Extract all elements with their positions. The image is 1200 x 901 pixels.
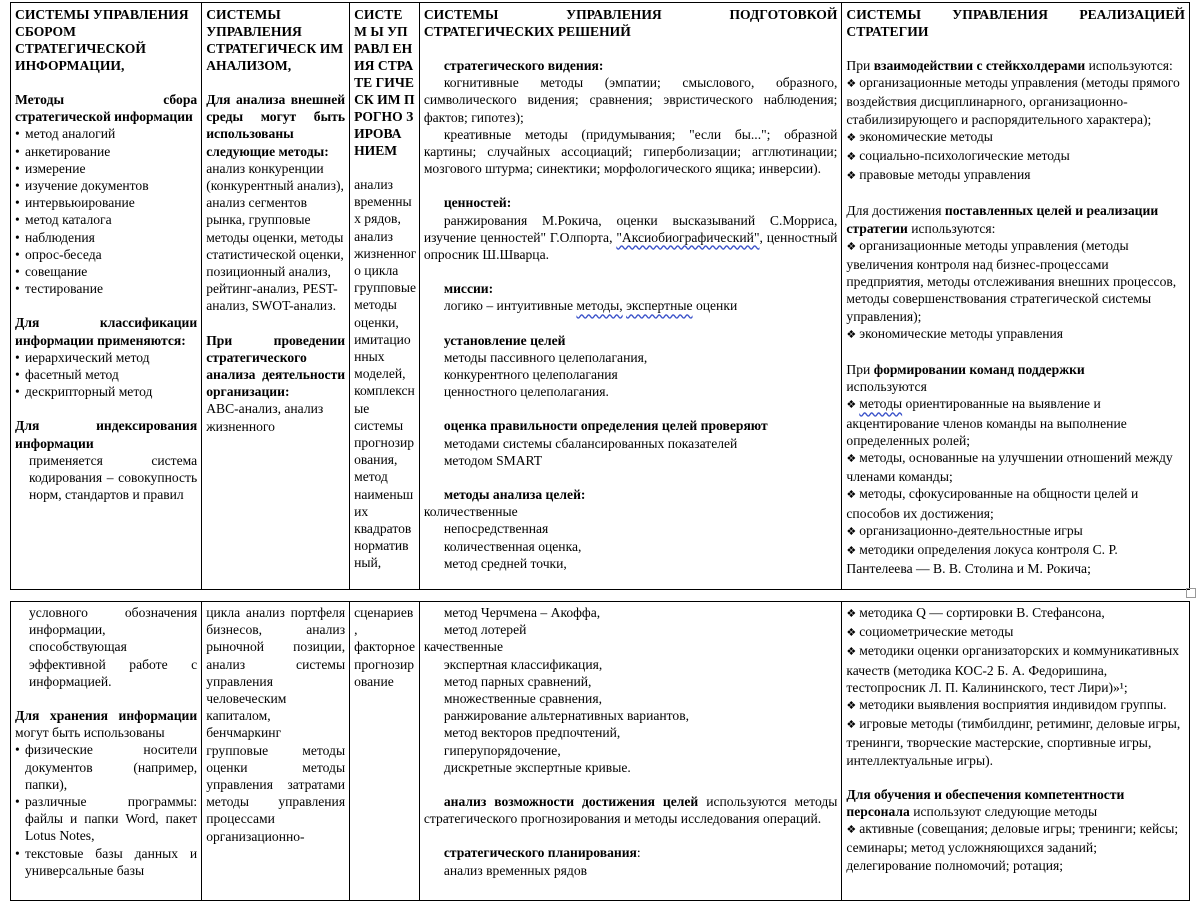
vision-creative: креативные методы (придумывания; "если бы..."; образной картины; случайных ассоциаций; гиперболизации; агглютинации; мозгового штурма; синектики; морфологического ящика; инверсии). [423, 126, 838, 177]
storage-tail: могут быть использованы [15, 725, 165, 741]
external-analysis-title: Для анализа внешней среды могут быть использованы следующие методы: [206, 92, 346, 159]
mission-wavy-1: методы, [576, 298, 623, 314]
list-item: ❖ методы ориентированные на выявление и акцентирование членов команды на выполнение определенных ролей; [846, 396, 1127, 448]
list-item: • метод каталога [15, 211, 197, 228]
cell-strategic-analysis [202, 3, 350, 590]
cell-strategic-analysis-cont [202, 602, 350, 901]
list-item: метод парных сравнений, [443, 673, 592, 689]
list-item: ❖ методы, сфокусированные на общности целей и способов их достижения; [846, 486, 1139, 521]
goals-assess-title: оценка правильности определения целей проверяют [443, 418, 768, 434]
list-item: • различные программы: файлы и папки Word, пакет Lotus Notes, [15, 793, 197, 845]
list-item: методы пассивного целеполагания, [443, 349, 648, 365]
cell-forecasting-cont [350, 602, 420, 901]
teams-tail: используются [846, 379, 927, 395]
header-forecasting: СИСТЕМ Ы УПРАВЛ ЕНИЯ СТРАТЕ ГИЧЕСК ИМ ПРОГНО ЗИРОВА НИЕМ [354, 7, 415, 158]
diamond-bullet-icon: ❖ [846, 608, 857, 620]
list-item: ❖ методики определения локуса контроля С. Р. Пантелеева — В. В. Столина и М. Рокича; [846, 542, 1118, 577]
list-item: методом SMART [443, 452, 543, 468]
indexing-text: применяется система кодирования – совокупность норм, стандартов и правил [29, 452, 198, 503]
cell-decision-prep-cont [419, 602, 842, 901]
diamond-bullet-icon: ❖ [846, 151, 857, 164]
diamond-bullet-icon: ❖ [846, 489, 857, 502]
list-item: • совещание [15, 263, 197, 280]
list-item: конкурентного целеполагания [443, 367, 618, 383]
list-item: ❖ экономические методы [846, 128, 993, 144]
goals-analysis-title: методы анализа целей: [443, 487, 586, 503]
collection-methods-title: Методы сбора стратегической информации [15, 92, 198, 125]
list-item: • анкетирование [15, 143, 197, 160]
planning-title: стратегического планирования [443, 845, 637, 861]
planning-title-line: стратегического планирования: [443, 845, 641, 861]
diamond-bullet-icon: ❖ [846, 824, 857, 837]
list-item: ❖ методики оценки организаторских и коммуникативных качеств (методика КОС-2 Б. А. Федоришина, тестопросник Л. П. Калининского, тест Лири)»¹; [846, 643, 1180, 695]
list-item: методами системы сбалансированных показателей [443, 435, 738, 451]
goals-achievement-intro [846, 202, 1185, 236]
diamond-bullet-icon: ❖ [846, 627, 857, 640]
mission-text [424, 297, 838, 314]
vision-title: стратегического видения: [443, 58, 604, 73]
indexing-text-cont: условного обозначения информации, способствующая эффективной работе с информацией. [29, 605, 198, 689]
values-title: ценностей: [443, 195, 512, 211]
cell-decision-prep [419, 3, 842, 590]
list-item: ❖ организационные методы управления (методы увеличения контроля над бизнес-процессами предприятия, методы отслеживания внешних процессов, методы совершенствования стратегической системы управления); [846, 237, 1177, 324]
teams-intro [846, 361, 1185, 395]
header-decision-prep: СИСТЕМЫ УПРАВЛЕНИЯ ПОДГОТОВКОЙ СТРАТЕГИЧЕСКИХ РЕШЕНИЙ [423, 7, 838, 39]
diamond-bullet-icon: ❖ [846, 545, 857, 558]
training-tail: используют следующие методы [913, 804, 1098, 820]
header-info-collection: СИСТЕМЫ УПРАВЛЕНИЯ СБОРОМ СТРАТЕГИЧЕСКОЙ ИНФОРМАЦИИ, [15, 7, 189, 73]
list-item: количественная оценка, [443, 538, 582, 554]
goals-tail: используются: [911, 220, 996, 236]
values-text-1: ранжирования М.Рокича, оценки высказываний С.Морриса, изучение ценностей" Г.Олпорта, [423, 212, 838, 245]
list-item: ❖ организационные методы управления (методы прямого воздействия дисциплинарного, организационно-стабилизирующего и распорядительного характера); [846, 75, 1180, 127]
forecasting-methods-text-cont: сценариев , факторное прогнозир ование [354, 605, 415, 689]
teams-lead: При [846, 362, 871, 378]
list-item: множественные сравнения, [443, 691, 602, 707]
quant-label: количественные [423, 504, 518, 520]
storage-intro [15, 707, 197, 741]
list-item: • текстовые базы данных и универсальные базы [15, 845, 197, 879]
diamond-bullet-icon: ❖ [846, 170, 857, 183]
stake-tail: используются: [1088, 58, 1173, 73]
feasibility-text: используются методы стратегического прогнозирования и методы исследования операций. [423, 794, 838, 827]
cell-strategy-implementation [842, 3, 1190, 590]
methods-table-part-1 [10, 2, 1190, 590]
list-item: метод средней точки, [443, 555, 567, 571]
table-anchor-handle[interactable] [1186, 588, 1196, 598]
training-intro [846, 786, 1185, 820]
diamond-bullet-icon: ❖ [846, 453, 857, 466]
list-item: ❖ организационно-деятельностные игры [846, 522, 1083, 538]
list-item: • фасетный метод [15, 366, 197, 383]
values-text [424, 212, 838, 264]
mission-text-2: оценки [695, 298, 738, 314]
internal-analysis-text: АВС-анализ, анализ жизненного [206, 401, 324, 434]
diamond-bullet-icon: ❖ [846, 525, 857, 538]
qual-label: качественные [423, 639, 503, 655]
list-item: экспертная классификация, [443, 656, 603, 672]
list-item: анализ временных рядов [443, 862, 588, 878]
classification-title: Для классификации информации применяются: [15, 315, 198, 348]
goals-lead: Для достижения [846, 203, 942, 219]
list-item: ❖ социально-психологические методы [846, 148, 1070, 164]
list-item: метод векторов предпочтений, [443, 725, 621, 741]
mission-title: миссии: [443, 281, 494, 297]
stakeholder-intro [846, 57, 1185, 74]
diamond-bullet-icon: ❖ [846, 700, 857, 713]
diamond-bullet-icon: ❖ [846, 131, 857, 144]
cell-info-collection [11, 3, 202, 590]
teams-title: формировании команд поддержки [873, 362, 1085, 378]
list-item: ❖ методика Q — сортировки В. Стефансона, [846, 605, 1105, 620]
collection-methods-list [15, 125, 197, 297]
stake-title: взаимодействии с стейкхолдерами [873, 58, 1086, 73]
list-item: • измерение [15, 160, 197, 177]
header-strategy-implementation: СИСТЕМЫ УПРАВЛЕНИЯ РЕАЛИЗАЦИЕЙ СТРАТЕГИИ [846, 7, 1185, 39]
list-item: • иерархический метод [15, 349, 197, 366]
list-item: • опрос-беседа [15, 246, 197, 263]
mission-text-1: логико – интуитивные [443, 298, 574, 314]
list-item: ценностного целеполагания. [443, 384, 609, 400]
diamond-bullet-icon: ❖ [846, 719, 857, 732]
diamond-bullet-icon: ❖ [846, 646, 857, 659]
stake-lead: При [846, 58, 871, 73]
list-item: ❖ экономические методы управления [846, 325, 1064, 341]
list-item: • изучение документов [15, 177, 197, 194]
values-wavy: "Аксиобиографический" [616, 229, 760, 245]
internal-analysis-title: При проведении стратегического анализа деятельности организации: [206, 332, 346, 400]
cell-strategy-implementation-cont [842, 602, 1190, 901]
internal-analysis-text-cont: цикла анализ портфеля бизнесов, анализ рыночной позиции, анализ системы управления человеческим капиталом, бенчмаркинг групповые методы оценки методы управления затратами методы управления процессами организационно- [206, 605, 346, 844]
list-item: • дескрипторный метод [15, 383, 197, 400]
list-item: ❖ активные (совещания; деловые игры; тренинги; кейсы; семинары; метод усложняющихся заданий; делегирование полномочий; ротация; [846, 821, 1179, 873]
forecasting-methods-text: анализ временны х рядов, анализ жизненног о цикла групповые методы оценки, имитацио нных моделей, комплексн ые системы прогнозир ования, метод наименьш их квадратов норматив ный, [354, 177, 417, 571]
header-strategic-analysis: СИСТЕМЫ УПРАВЛЕНИЯ СТРАТЕГИЧЕСК ИМ АНАЛИЗОМ, [206, 7, 344, 73]
list-item: ❖ правовые методы управления [846, 167, 1031, 183]
list-item: ❖ методики выявления восприятия индивидом группы. [846, 697, 1167, 713]
list-item: непосредственная [443, 521, 549, 537]
cell-info-collection-cont [11, 602, 202, 901]
methods-table-part-2 [10, 601, 1190, 901]
list-item: ранжирование альтернативных вариантов, [443, 708, 690, 724]
cell-forecasting [350, 3, 420, 590]
diamond-bullet-icon: ❖ [846, 240, 857, 253]
list-item: метод Черчмена – Акоффа, [443, 605, 601, 620]
feasibility-title: анализ возможности достижения целей [443, 794, 699, 810]
indexing-title: Для индексирования информации [15, 418, 198, 451]
list-item: ❖ методы, основанные на улучшении отношений между членами команды; [846, 450, 1173, 485]
feasibility-block [424, 793, 838, 827]
goals-setting-title: установление целей [443, 332, 566, 348]
list-item: • интервьюирование [15, 194, 197, 211]
vision-cognitive: когнитивные методы (эмпатии; смыслового, образного, символического видения; сравнения; эвристического наблюдения; фактов; гипотез); [423, 75, 838, 125]
values-text-2: , ценностный опросник Ш.Шварца. [423, 229, 838, 263]
external-analysis-text: анализ конкуренции (конкурентный анализ), анализ сегментов рынка, групповые методы оценки, методы статистической оценки, позиционный анализ, рейтинг-анализ, PEST-анализ, SWOT-анализ. [206, 160, 344, 314]
list-item: гиперупорядочение, [443, 742, 561, 758]
list-item: ❖ социометрические методы [846, 624, 1014, 640]
list-item: ❖ игровые методы (тимбилдинг, ретиминг, деловые игры, тренинги, творческие мастерские, спортивные игры, интеллектуальные игры). [846, 716, 1181, 768]
training-title: Для обучения и обеспечения компетентности персонала [846, 786, 1125, 820]
diamond-bullet-icon: ❖ [846, 399, 857, 412]
list-item: • физические носители документов (например, папки), [15, 741, 197, 793]
diamond-bullet-icon: ❖ [846, 78, 857, 91]
list-item: • тестирование [15, 280, 197, 297]
list-item: метод лотерей [443, 622, 527, 638]
mission-wavy-2: экспертные [626, 298, 693, 314]
goals-title: поставленных целей и реализации стратегии [846, 203, 1159, 236]
diamond-bullet-icon: ❖ [846, 328, 857, 341]
list-item: • наблюдения [15, 229, 197, 246]
storage-title: Для хранения информации [15, 708, 198, 724]
list-item: • метод аналогий [15, 125, 197, 142]
list-item: дискретные экспертные кривые. [443, 759, 631, 775]
